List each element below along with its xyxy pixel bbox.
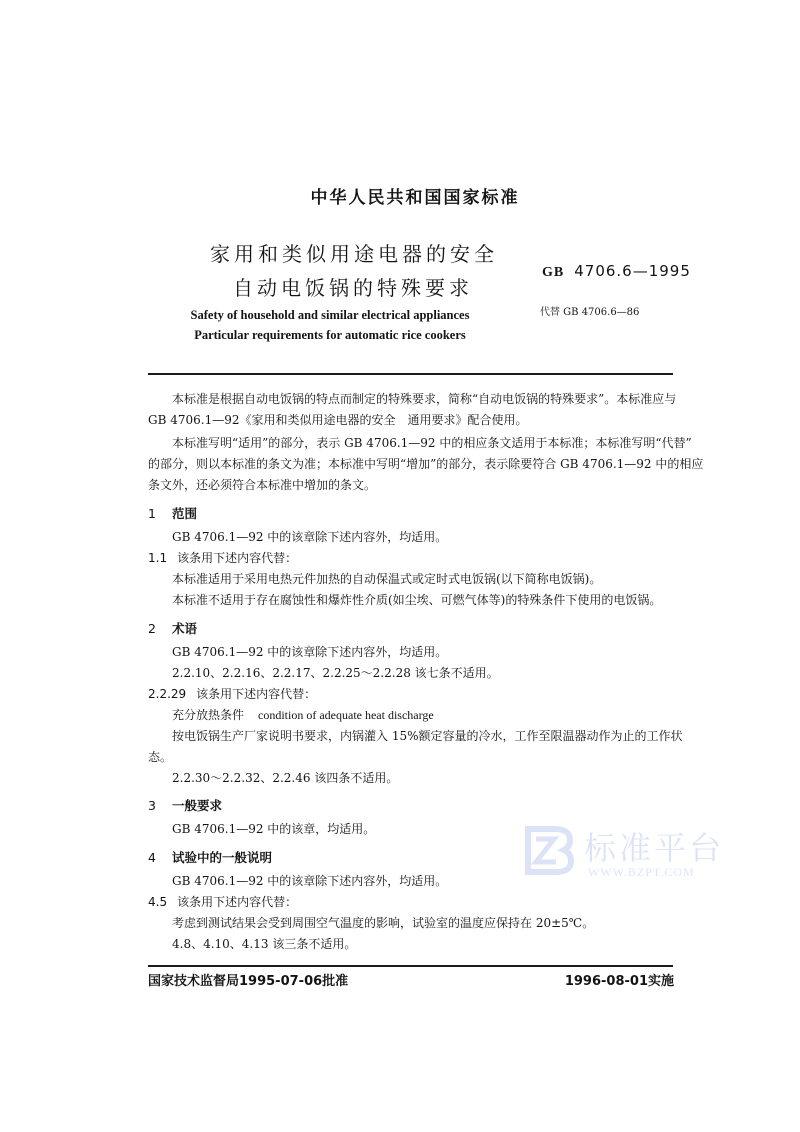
section-4-number: 4 [148, 850, 156, 865]
replaces-note: 代替 GB 4706.6—86 [540, 307, 640, 318]
standard-number-value: 4706.6—1995 [574, 262, 691, 280]
clause-1-1-title: 该条用下述内容代替： [177, 551, 298, 565]
standard-number [542, 262, 691, 281]
clause-4-5-line1: 考虑到测试结果会受到周围空气温度的影响，试验室的温度应保持在 20±5℃。 [172, 916, 595, 930]
bottom-divider [148, 965, 673, 967]
title-cn-line1: 家用和类似用途电器的安全 [210, 242, 498, 266]
section-4-text: GB 4706.1—92 中的该章除下述内容外，均适用。 [172, 874, 448, 888]
intro-para1-line1: 本标准是根据自动电饭锅的特点而制定的特殊要求，简称“自动电饭锅的特殊要求”。本标准应与 [172, 392, 677, 406]
definition-line2: 态。 [148, 750, 173, 764]
title-en-line1: Safety of household and similar electrical appliances [190, 308, 470, 322]
clause-2-2-29-title: 该条用下述内容代替： [196, 687, 317, 701]
section-1-number: 1 [148, 506, 156, 521]
clause-1-1-line1: 本标准适用于采用电热元件加热的自动保温式或定时式电饭锅(以下简称电饭锅)。 [172, 572, 602, 586]
watermark-text: 标准平台 [584, 829, 725, 867]
clause-4-5-number: 4.5 [148, 895, 168, 909]
clause-4-5-title: 该条用下述内容代替： [177, 895, 298, 909]
intro-para2-line1: 本标准写明“适用”的部分，表示 GB 4706.1—92 中的相应条文适用于本标准；本标准写明“代替” [172, 436, 692, 450]
section-2-heading [148, 619, 197, 637]
section-2-not-applicable-1: 2.2.10、2.2.16、2.2.17、2.2.25～2.2.28 该七条不适用。 [172, 666, 499, 680]
intro-para2-line3: 条文外，还必须符合本标准中增加的条文。 [148, 478, 377, 492]
section-3-heading [148, 796, 222, 814]
definition-line1: 按电饭锅生产厂家说明书要求，内锅灌入 15%额定容量的冷水，工作至限温器动作为止的工作状 [172, 729, 683, 743]
title-cn-line2: 自动电饭锅的特殊要求 [233, 276, 473, 300]
section-2-number: 2 [148, 621, 156, 636]
term-en: condition of adequate heat discharge [258, 708, 434, 722]
clause-2-2-29-heading [148, 685, 316, 702]
clause-1-1-number: 1.1 [148, 551, 168, 565]
section-3-text: GB 4706.1—92 中的该章，均适用。 [172, 822, 376, 836]
clause-2-2-29-number: 2.2.29 [148, 687, 187, 701]
section-3-title: 一般要求 [172, 798, 223, 813]
section-2-title: 术语 [172, 621, 198, 636]
clause-1-1-heading [148, 549, 297, 566]
term-line [172, 706, 434, 723]
national-standard-heading: 中华人民共和国国家标准 [310, 188, 520, 208]
section-1-heading [148, 504, 197, 522]
section-1-text: GB 4706.1—92 中的该章除下述内容外，均适用。 [172, 530, 448, 544]
standard-prefix: GB [542, 265, 565, 280]
clause-1-1-line2: 本标准不适用于存在腐蚀性和爆炸性介质(如尘埃、可燃气体等)的特殊条件下使用的电饭锅。 [172, 593, 662, 607]
section-2-not-applicable-2: 2.2.30～2.2.32、2.2.46 该四条不适用。 [172, 771, 399, 785]
approval-date: 国家技术监督局1995-07-06批准 [148, 974, 349, 989]
watermark-url: WWW.BZPT.COM [588, 865, 695, 879]
section-3-number: 3 [148, 798, 156, 813]
top-divider [148, 373, 673, 375]
intro-para1-line2: GB 4706.1—92《家用和类似用途电器的安全 通用要求》配合使用。 [148, 413, 528, 427]
section-4-not-applicable: 4.8、4.10、4.13 该三条不适用。 [172, 937, 357, 951]
title-en-line2: Particular requirements for automatic rice cookers [194, 328, 466, 342]
clause-4-5-heading [148, 893, 297, 910]
implementation-date: 1996-08-01实施 [564, 974, 674, 989]
section-4-heading [148, 848, 272, 866]
intro-para2-line2: 的部分，则以本标准的条文为准；本标准中写明“增加”的部分，表示除要符合 GB 4706.1—92 中的相应 [148, 457, 704, 471]
term-cn: 充分放热条件 [172, 708, 245, 722]
bzpt-logo-icon [524, 825, 574, 875]
section-1-title: 范围 [172, 506, 198, 521]
section-4-title: 试验中的一般说明 [172, 850, 273, 865]
section-2-text: GB 4706.1—92 中的该章除下述内容外，均适用。 [172, 645, 448, 659]
watermark [524, 821, 734, 881]
